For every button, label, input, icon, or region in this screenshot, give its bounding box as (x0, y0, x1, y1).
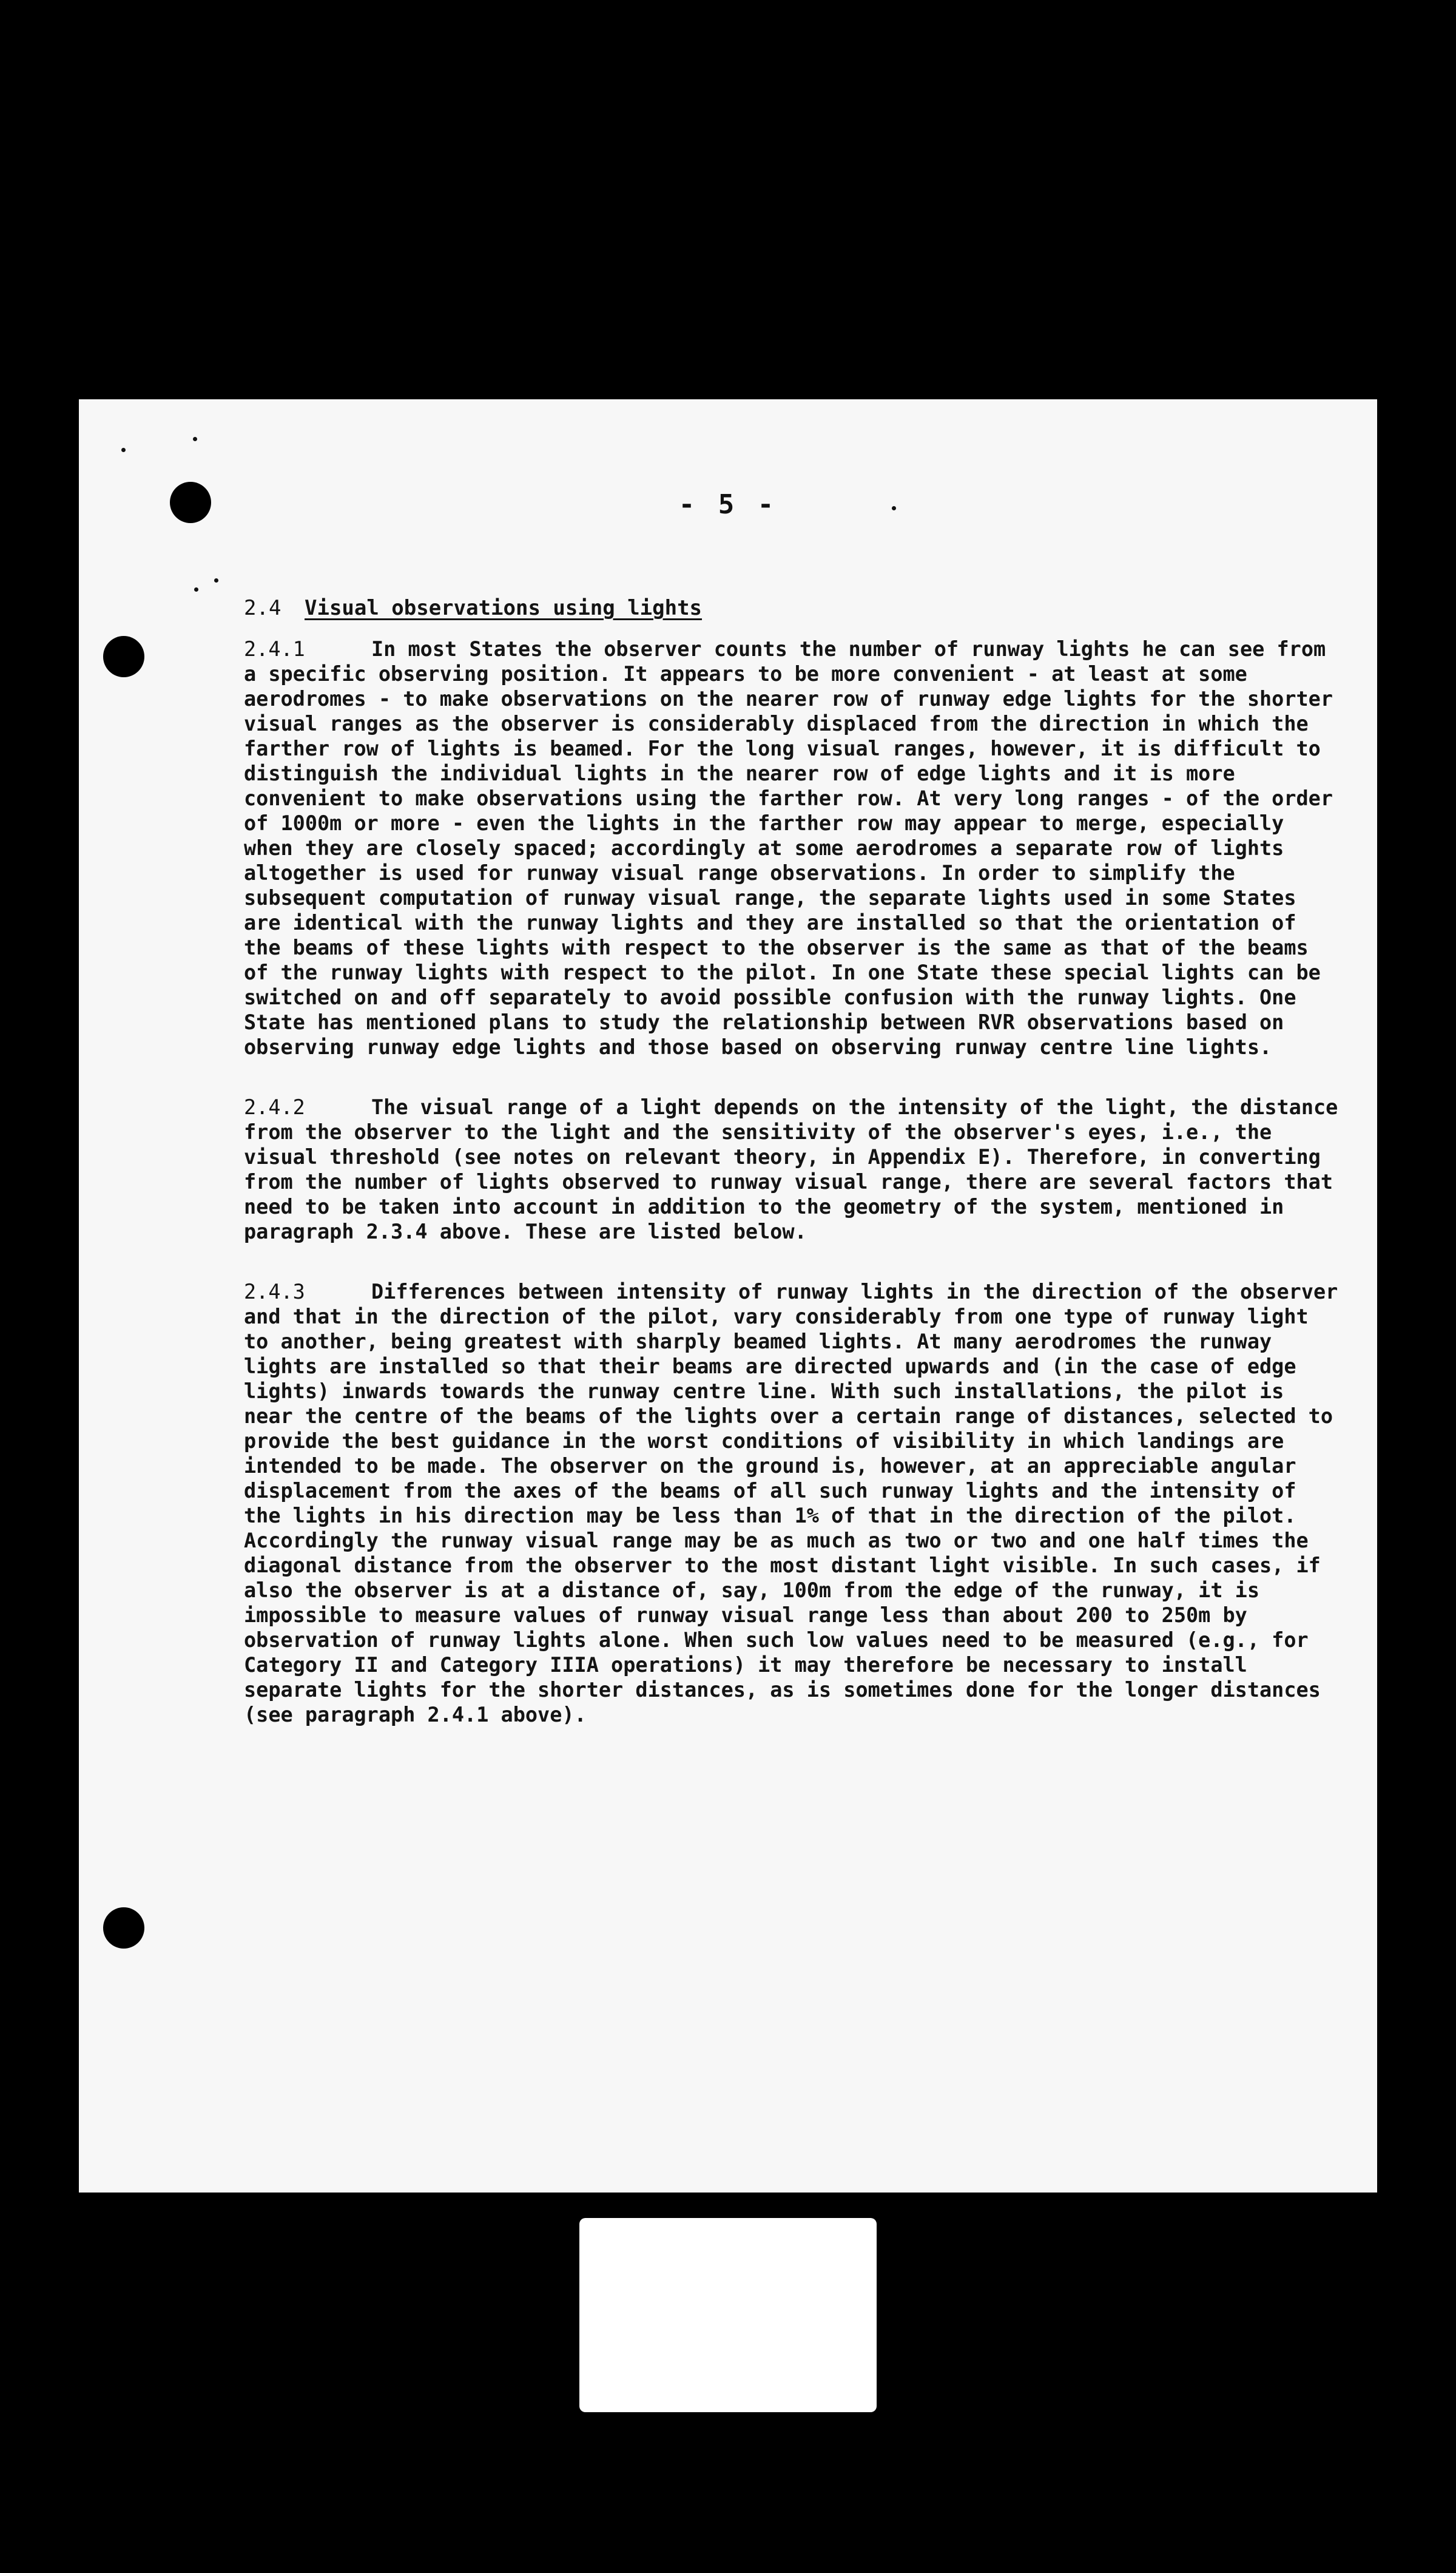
punch-hole-bottom (103, 1907, 144, 1949)
page-number: - 5 - (678, 489, 778, 520)
paragraph-text: Differences between intensity of runway lights in the direction of the observer and that in the direction of the pilot, vary considerably from one type of runway light to another, being greatest with sharply beamed lights. At many aerodromes the runway lights are installed so that their beams are directed upwards and (in the case of edge lights) inwards towards the runway centre line. With such installations, the pilot is near the centre of the beams of the lights over a certain range of distances, selected to provide the best guidance in the worst conditions of visibility in which landings are intended to be made. The observer on the ground is, however, at an appreciable angular displacement from the axes of the beams of all such runway lights and the intensity of the lights in his direction may be less than 1% of that in the direction of the pilot. Accordingly the runway visual range may be as much as two or two and one half times the diagonal distance from the observer to the most distant light visible. In such cases, if also the observer is at a distance of, say, 100m from the edge of the runway, it is impossible to measure values of runway visual range less than about 200 to 250m by observation of runway lights alone. When such low values need to be measured (e.g., for Category II and Category IIIA operations) it may therefore be necessary to install separate lights for the shorter distances, as is sometimes done for the longer distances (see paragraph 2.4.1 above). (244, 1280, 1338, 1726)
section-heading (244, 596, 1342, 621)
paragraph-2-4-2 (244, 1095, 1342, 1244)
paragraph-text: The visual range of a light depends on the intensity of the light, the distance from the observer to the light and the sensitivity of the observer's eyes, i.e., the visual threshold (see notes on relevant theory, in Appendix E). Therefore, in converting from the number of lights observed to runway visual range, there are several factors that need to be taken into account in addition to the geometry of the system, mentioned in paragraph 2.3.4 above. These are listed below. (244, 1095, 1338, 1243)
paragraph-2-4-3 (244, 1279, 1342, 1727)
speck (121, 448, 126, 452)
paragraph-text: In most States the observer counts the number of runway lights he can see from a specific observing position. It appears to be more convenient - at least at some aerodromes - to make observations on the nearer row of runway edge lights for the shorter visual ranges as the observer is considerably displaced from the direction in which the farther row of lights is beamed. For the long visual ranges, however, it is difficult to distinguish the individual lights in the nearer row of edge lights and it is more convenient to make observations using the farther row. At very long ranges - of the order of 1000m or more - even the lights in the farther row may appear to merge, especially when they are closely spaced; accordingly at some aerodromes a separate row of lights altogether is used for runway visual range observations. In order to simplify the subsequent computation of runway visual range, the separate lights used in some States are identical with the runway lights and they are installed so that the orientation of the beams of these lights with respect to the observer is the same as that of the beams of the runway lights with respect to the pilot. In one State these special lights can be switched on and off separately to avoid possible confusion with the runway lights. One State has mentioned plans to study the relationship between RVR observations based on observing runway edge lights and those based on observing runway centre line lights. (244, 637, 1333, 1059)
paragraph-number: 2.4.1 (244, 637, 305, 661)
section-title: Visual observations using lights (305, 596, 703, 620)
punch-hole-middle (103, 636, 144, 677)
paragraph-number: 2.4.3 (244, 1280, 305, 1303)
speck (193, 437, 197, 441)
paper-stub (579, 2218, 877, 2412)
speck (214, 578, 218, 583)
section-number: 2.4 (244, 596, 281, 620)
document-body (244, 596, 1342, 1762)
speck (194, 587, 198, 592)
paragraph-2-4-1 (244, 637, 1342, 1060)
paragraph-number: 2.4.2 (244, 1095, 305, 1119)
